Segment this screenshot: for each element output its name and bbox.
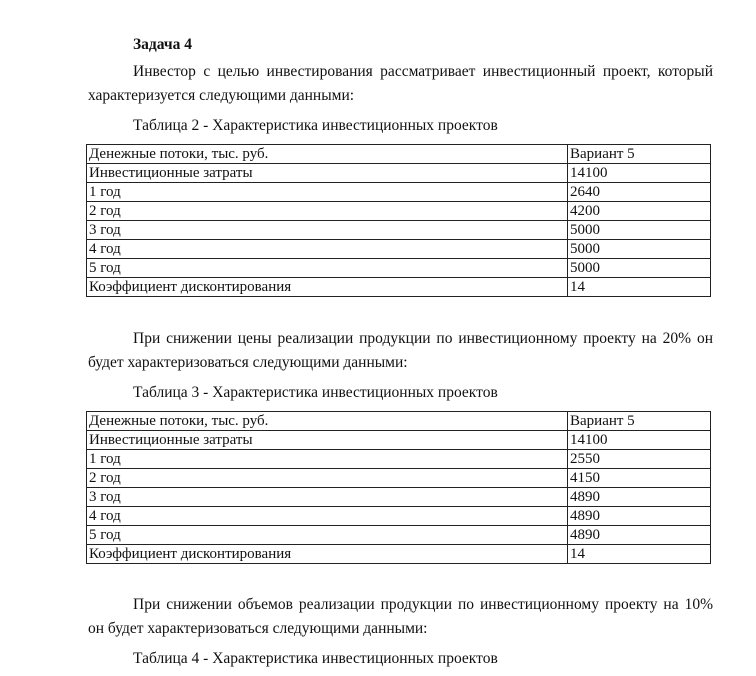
table-cell: 4890 bbox=[568, 507, 711, 526]
table-cell: 3 год bbox=[87, 488, 568, 507]
table4-caption: Таблица 4 - Характеристика инвестиционных проектов bbox=[133, 650, 498, 667]
table-cell: Инвестиционные затраты bbox=[87, 431, 568, 450]
table-header-row bbox=[87, 145, 711, 164]
table-row bbox=[87, 507, 711, 526]
table-cell: 14 bbox=[568, 278, 711, 297]
table-row bbox=[87, 240, 711, 259]
table-cell: 2550 bbox=[568, 450, 711, 469]
table-cell: 4200 bbox=[568, 202, 711, 221]
table-header-cell: Денежные потоки, тыс. руб. bbox=[87, 145, 568, 164]
table3-caption: Таблица 3 - Характеристика инвестиционных проектов bbox=[133, 384, 498, 401]
table-header-cell: Вариант 5 bbox=[568, 412, 711, 431]
table-cell: 14100 bbox=[568, 431, 711, 450]
table-cell: 4 год bbox=[87, 240, 568, 259]
table-cell: Коэффициент дисконтирования bbox=[87, 278, 568, 297]
scenario2-paragraph: При снижении цены реализации продукции по инвестиционному проекту на 20% он будет характеризоваться следующими данными: bbox=[88, 330, 713, 371]
table2 bbox=[86, 144, 711, 297]
table-cell: 5000 bbox=[568, 221, 711, 240]
task-title: Задача 4 bbox=[133, 36, 193, 53]
table-row bbox=[87, 259, 711, 278]
table-header-cell: Вариант 5 bbox=[568, 145, 711, 164]
table-cell: 4 год bbox=[87, 507, 568, 526]
table-row bbox=[87, 183, 711, 202]
table-cell: 4150 bbox=[568, 469, 711, 488]
table-cell: 2 год bbox=[87, 202, 568, 221]
scenario3-paragraph: При снижении объемов реализации продукции по инвестиционному проекту на 10% он будет характеризоваться следующими данными: bbox=[88, 596, 713, 637]
table-row bbox=[87, 164, 711, 183]
table-row bbox=[87, 202, 711, 221]
task-intro-paragraph: Инвестор с целью инвестирования рассматривает инвестиционный проект, который характеризуется следующими данными: bbox=[88, 63, 713, 104]
table-cell: Инвестиционные затраты bbox=[87, 164, 568, 183]
table-cell: 14 bbox=[568, 545, 711, 564]
table-cell: 4890 bbox=[568, 488, 711, 507]
table-row bbox=[87, 278, 711, 297]
table-cell: 5000 bbox=[568, 240, 711, 259]
table2-caption: Таблица 2 - Характеристика инвестиционных проектов bbox=[133, 117, 498, 134]
table-row bbox=[87, 221, 711, 240]
table-cell: 2 год bbox=[87, 469, 568, 488]
table-row bbox=[87, 488, 711, 507]
table3-wrapper bbox=[86, 411, 716, 567]
table-cell: 5 год bbox=[87, 526, 568, 545]
table-cell: 3 год bbox=[87, 221, 568, 240]
table-row bbox=[87, 469, 711, 488]
table-row bbox=[87, 526, 711, 545]
table-cell: 14100 bbox=[568, 164, 711, 183]
table-row bbox=[87, 450, 711, 469]
table-header-cell: Денежные потоки, тыс. руб. bbox=[87, 412, 568, 431]
table-cell: 2640 bbox=[568, 183, 711, 202]
table-cell: 5 год bbox=[87, 259, 568, 278]
table3 bbox=[86, 411, 711, 564]
table-cell: 5000 bbox=[568, 259, 711, 278]
table-cell: 1 год bbox=[87, 183, 568, 202]
table-row bbox=[87, 545, 711, 564]
table-header-row bbox=[87, 412, 711, 431]
table-cell: Коэффициент дисконтирования bbox=[87, 545, 568, 564]
table-cell: 4890 bbox=[568, 526, 711, 545]
table-row bbox=[87, 431, 711, 450]
table-cell: 1 год bbox=[87, 450, 568, 469]
